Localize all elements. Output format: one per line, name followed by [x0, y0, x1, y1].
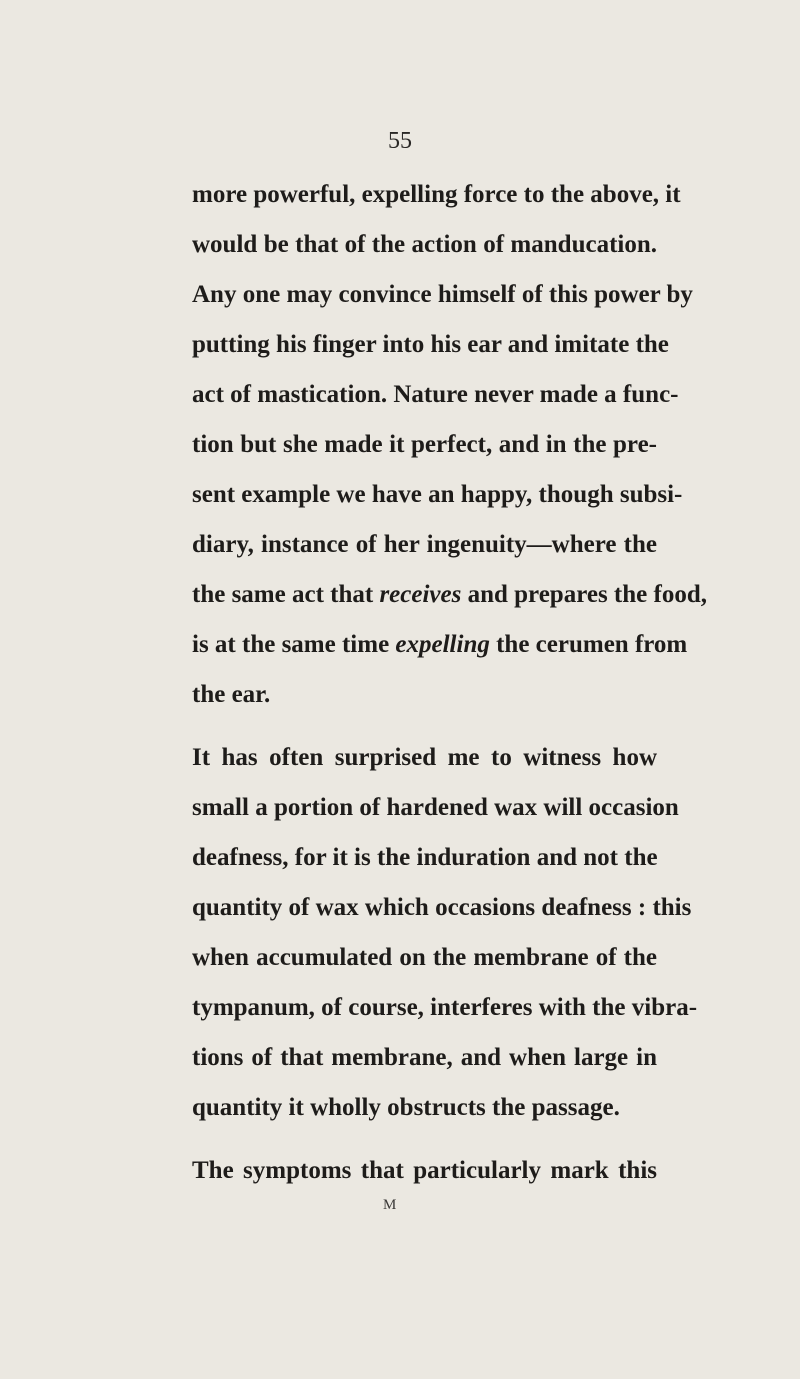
text-line: act of mastication. Nature never made a func- — [192, 381, 679, 408]
text-line: the same act that receives and prepares the food, — [192, 581, 707, 608]
paragraph-1 — [192, 170, 707, 720]
text-line: quantity of wax which occasions deafness : this — [192, 894, 692, 921]
text-line: sent example we have an happy, though subsi- — [192, 481, 683, 508]
text-line: quantity it wholly obstructs the passage. — [192, 1094, 620, 1121]
text-line: tions of that membrane, and when large in — [192, 1044, 657, 1071]
text-line: tympanum, of course, interferes with the vibra- — [192, 994, 698, 1021]
text-line: It has often surprised me to witness how — [192, 744, 657, 771]
text-line: small a portion of hardened wax will occasion — [192, 794, 679, 821]
text-line: diary, instance of her ingenuity—where the — [192, 531, 657, 558]
text-line: is at the same time expelling the cerumen from — [192, 631, 688, 658]
text-line: the ear. — [192, 681, 271, 708]
text-line: more powerful, expelling force to the above, it — [192, 181, 681, 208]
paragraph-2 — [192, 733, 698, 1133]
text-line: tion but she made it perfect, and in the pre- — [192, 431, 657, 458]
text-line: when accumulated on the membrane of the — [192, 944, 657, 971]
signature-mark: M — [383, 1197, 398, 1213]
text-line: deafness, for it is the induration and not the — [192, 844, 658, 871]
text-line: would be that of the action of manducation. — [192, 231, 657, 258]
text-line: The symptoms that particularly mark this — [192, 1157, 657, 1184]
paragraph-3 — [192, 1146, 657, 1196]
text-line: Any one may convince himself of this power by — [192, 281, 693, 308]
text-line: putting his finger into his ear and imitate the — [192, 331, 669, 358]
page-number: 55 — [388, 128, 412, 154]
